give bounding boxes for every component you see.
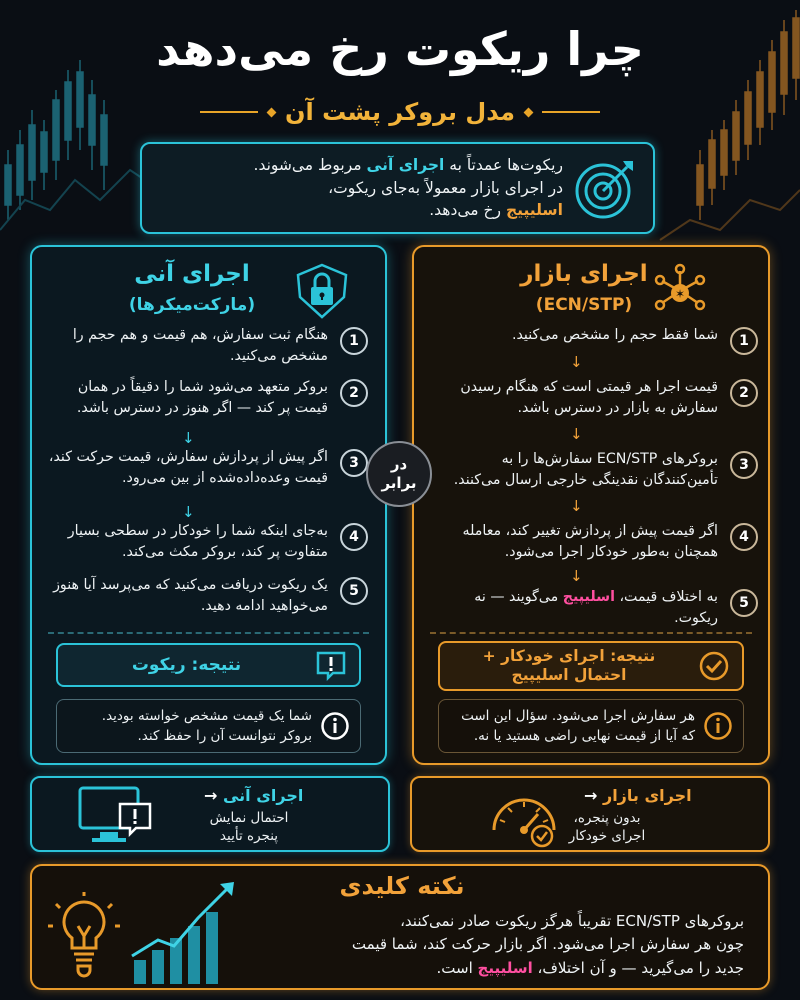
info-icon: [703, 711, 733, 741]
instant-compare-title: [204, 786, 303, 805]
instant-step-text: بروکر متعهد می‌شود شما را دقیقاً در همان قیمت پر کند — اگر هنوز در دسترس باشد.: [76, 379, 328, 417]
market-step5-pre: به اختلاف قیمت،: [614, 589, 718, 605]
instant-panel-subtitle: (مارکت‌میکرها): [128, 295, 256, 315]
info-icon: [320, 711, 350, 741]
market-compare-title: [584, 786, 692, 805]
instant-compare-box: [30, 776, 390, 852]
instant-step-number: 5: [340, 577, 368, 605]
svg-text:✶: ✶: [674, 287, 686, 301]
arrow-down-icon: ↓: [570, 425, 583, 443]
market-step-text: شما فقط حجم را مشخص می‌کنید.: [511, 327, 718, 343]
market-step-number: 5: [730, 589, 758, 617]
key-takeaway-box: [30, 864, 770, 990]
instant-step-text: یک ریکوت دریافت می‌کنید که می‌پرسد آیا هنوز می‌خواهید ادامه دهید.: [53, 577, 328, 615]
market-result-text: [452, 647, 686, 684]
instant-step-number: 3: [340, 449, 368, 477]
key-takeaway-title: نکته کلیدی: [339, 872, 465, 900]
market-step-text: اگر قیمت پیش از پردازش تغییر کند، معامله همچنان به‌طور خودکار اجرا می‌شود.: [462, 523, 718, 561]
key-highlight-slippage: اسلیپیج: [477, 958, 533, 977]
market-step-number: 3: [730, 451, 758, 479]
instant-step-number: 4: [340, 523, 368, 551]
market-step-number: 2: [730, 379, 758, 407]
market-execution-panel: [412, 245, 770, 765]
market-info-box: [438, 699, 744, 753]
market-compare-title-text: اجرای بازار: [602, 786, 692, 805]
instant-result-box: [56, 643, 361, 687]
key-line2: چون هر سفارش اجرا می‌شود. اگر بازار حرکت کند، شما قیمت: [351, 935, 744, 954]
key-line3-post: است.: [436, 958, 478, 977]
growth-chart-icon: [128, 878, 238, 986]
intro-line1-post: مربوط می‌شوند.: [253, 156, 367, 175]
market-result-line1: نتیجه: اجرای خودکار +: [482, 647, 656, 666]
target-icon: [573, 155, 639, 221]
market-divider: [430, 632, 752, 634]
market-panel-subtitle: (ECN/STP): [535, 295, 633, 315]
arrow-right-icon: →: [584, 786, 598, 805]
subtitle-line-left: [200, 111, 258, 113]
instant-compare-line2: پنجره تأیید: [219, 828, 279, 844]
subtitle-dot-right: [524, 107, 534, 117]
vs-line1: در: [390, 455, 408, 474]
market-result-line2: احتمال اسلیپیج: [511, 666, 627, 684]
instant-execution-panel: [30, 245, 387, 765]
instant-step-number: 1: [340, 327, 368, 355]
instant-step-text: هنگام ثبت سفارش، هم قیمت و هم حجم را مشخص می‌کنید.: [72, 327, 328, 365]
arrow-down-icon: ↓: [182, 503, 195, 521]
intro-highlight-slippage: اسلیپیج: [505, 201, 563, 220]
market-compare-box: [410, 776, 770, 852]
instant-panel-title: اجرای آنی: [134, 261, 250, 287]
market-result-box: [438, 641, 744, 691]
instant-step-number: 2: [340, 379, 368, 407]
instant-result-text: نتیجه: ریکوت: [131, 655, 242, 675]
market-step5-highlight: اسلیپیج: [562, 589, 615, 605]
alert-icon: [315, 649, 347, 681]
market-step-text: بروکرهای ECN/STP سفارش‌ها را به تأمین‌کنندگان نقدینگی خارجی ارسال می‌کنند.: [453, 451, 718, 489]
market-compare-line2: اجرای خودکار: [568, 828, 646, 844]
speedometer-icon: [486, 784, 566, 848]
subtitle-row: [200, 96, 600, 128]
instant-info-text: شما یک قیمت مشخص خواسته بودید. بروکر نتوانست آن را حفظ کند.: [101, 707, 312, 744]
intro-line2: در اجرای بازار معمولاً به‌جای ریکوت،: [328, 178, 563, 197]
market-step-number: 4: [730, 523, 758, 551]
market-info-text: هر سفارش اجرا می‌شود. سؤال این است که آیا از قیمت نهایی راضی هستید یا نه.: [461, 707, 695, 744]
arrow-down-icon: ↓: [182, 429, 195, 447]
market-step-text: [438, 587, 718, 630]
instant-step-text: به‌جای اینکه شما را خودکار در سطحی بسیار متفاوت پر کند، بروکر مکث می‌کند.: [67, 523, 328, 561]
instant-info-box: [56, 699, 361, 753]
subtitle-line-right: [542, 111, 600, 113]
subtitle-dot-left: [267, 107, 277, 117]
arrow-down-icon: ↓: [570, 497, 583, 515]
market-step5-post: می‌گویند — نه ریکوت.: [474, 589, 718, 627]
monitor-alert-icon: [76, 784, 156, 848]
vs-line2: برابر: [381, 474, 417, 492]
instant-panel-head: [32, 259, 385, 323]
intro-box: [140, 142, 655, 234]
key-line3-pre: جدید را می‌گیرید — و آن اختلاف،: [532, 958, 744, 977]
arrow-right-icon: →: [204, 786, 218, 805]
comparison-row: [30, 776, 770, 852]
instant-compare-title-text: اجرای آنی: [222, 786, 304, 805]
intro-line1-pre: ریکوت‌ها عمدتاً به: [444, 156, 563, 175]
intro-text: [160, 154, 563, 221]
arrow-down-icon: ↓: [570, 567, 583, 585]
check-icon: [698, 650, 730, 682]
intro-line3-post: رخ می‌دهد.: [429, 201, 506, 220]
key-takeaway-text: [208, 910, 744, 980]
network-icon: [652, 263, 708, 319]
page-title: چرا ریکوت رخ می‌دهد: [156, 22, 644, 76]
vs-badge: [366, 441, 432, 507]
instant-step-text: اگر پیش از پردازش سفارش، قیمت حرکت کند، قیمت وعده‌داده‌شده از بین می‌رود.: [48, 449, 328, 487]
market-compare-line1: بدون پنجره،: [573, 810, 641, 826]
instant-compare-line1: احتمال نمایش: [209, 810, 289, 826]
lock-icon: [294, 263, 350, 319]
market-panel-head: [414, 259, 768, 323]
instant-divider: [48, 632, 369, 634]
intro-highlight-instant: اجرای آنی: [366, 156, 445, 175]
key-line1: بروکرهای ECN/STP تقریباً هرگز ریکوت صادر نمی‌کنند،: [400, 912, 744, 930]
market-step-number: 1: [730, 327, 758, 355]
lightbulb-icon: [44, 890, 124, 986]
market-step-text: قیمت اجرا هر قیمتی است که هنگام رسیدن سفارش به بازار در دسترس باشد.: [460, 379, 718, 417]
arrow-down-icon: ↓: [570, 353, 583, 371]
market-panel-title: اجرای بازار: [520, 261, 648, 287]
page-subtitle: مدل بروکر پشت آن: [285, 98, 515, 126]
